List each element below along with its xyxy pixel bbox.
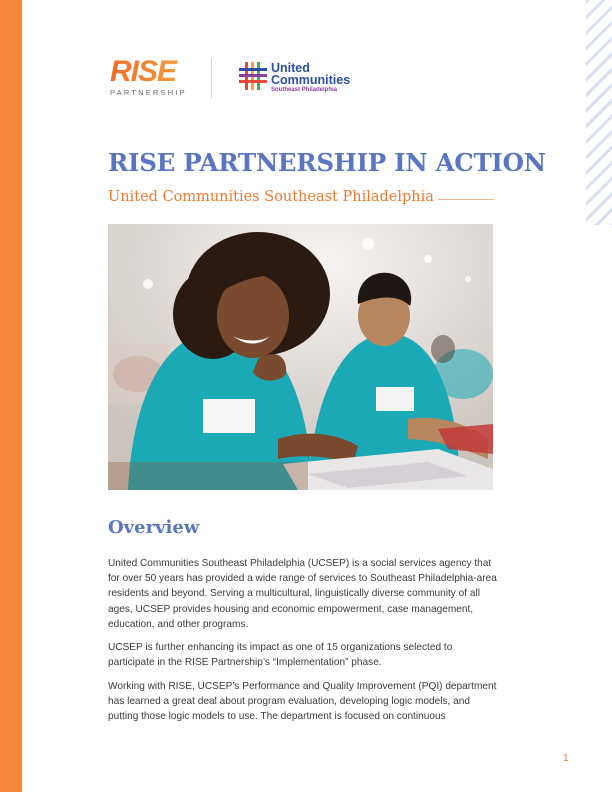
overview-paragraph-2: UCSEP is further enhancing its impact as one of 15 organizations selected to participate in the RISE Partnership’s “Implementation” phase.: [108, 642, 453, 669]
overview-paragraph-1: United Communities Southeast Philadelphia (UCSEP) is a social services agency that for over 50 years has provided a wide range of services to Southeast Philadelphia-area residents and beyond. Serving a multicultural, linguistically diverse community of all ages, UCSEP provides housing and economic empowerment, case management, education, and other programs.: [108, 558, 497, 630]
rise-logo-wordmark: RISE: [110, 58, 190, 86]
rise-partnership-logo: [110, 55, 190, 97]
uc-name-line2: Communities: [271, 73, 351, 87]
page-title: RISE PARTNERSHIP IN ACTION: [108, 148, 546, 177]
uc-tagline: Southeast Philadelphia: [271, 87, 338, 93]
hashtag-mark-icon: [238, 61, 268, 91]
united-communities-logo: [238, 61, 358, 95]
united-communities-name: [271, 62, 350, 86]
decorative-stripes: [586, 0, 612, 225]
overview-heading: Overview: [108, 517, 200, 538]
logo-divider: [211, 58, 212, 98]
orange-side-bar: [0, 0, 22, 792]
overview-paragraph-3: Working with RISE, UCSEP’s Performance and Quality Improvement (PQI) department has learned a great deal about program evaluation, developing logic models, and putting those logic models to use. The department is focused on continuous: [108, 681, 497, 723]
uc-name-line1: United: [271, 61, 310, 75]
page-subtitle: United Communities Southeast Philadelphia: [108, 189, 434, 205]
subtitle-rule: [438, 199, 494, 200]
children-photo-illustration: [108, 224, 493, 490]
rise-logo-subtitle: PARTNERSHIP: [110, 88, 187, 97]
hero-photo: [108, 224, 493, 490]
page-number: 1: [563, 753, 569, 764]
subtitle-row: [108, 189, 494, 209]
